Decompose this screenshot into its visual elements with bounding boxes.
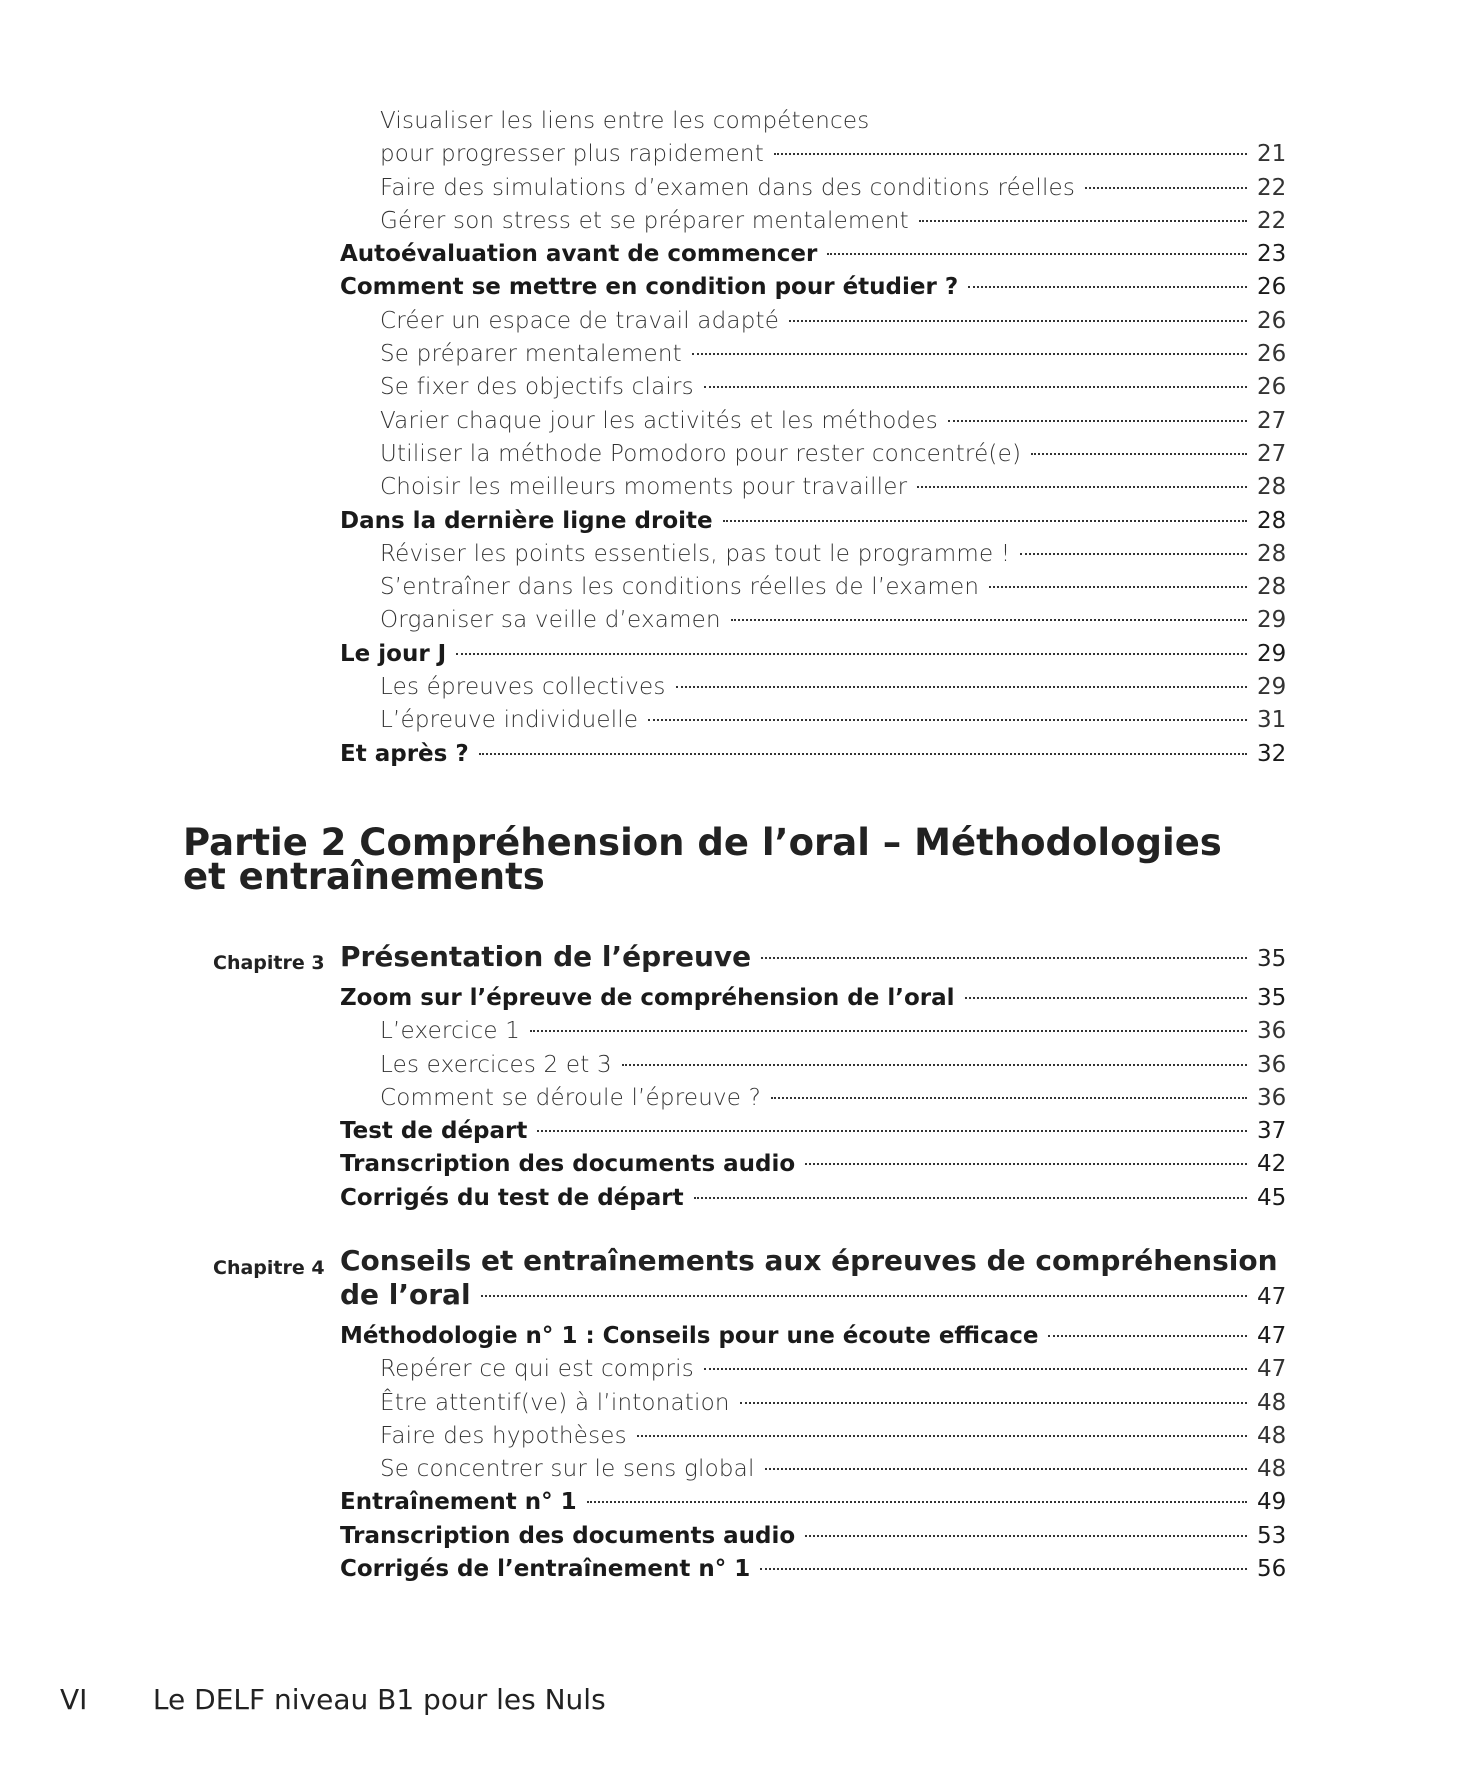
toc-entry[interactable]	[340, 474, 1285, 507]
toc-entry-label: Choisir les meilleurs moments pour travailler	[380, 474, 908, 501]
toc-entry-label: Corrigés de l’entraînement n° 1	[340, 1556, 751, 1583]
folio: VI	[60, 1683, 88, 1716]
toc-entry-label: Se préparer mentalement	[380, 341, 682, 368]
toc-entry[interactable]	[340, 108, 1285, 141]
toc-entry[interactable]	[340, 508, 1285, 541]
book-title: Le DELF niveau B1 pour les Nuls	[152, 1683, 606, 1716]
page-number: 29	[1257, 607, 1287, 634]
dot-leader	[1020, 553, 1247, 555]
page-number: 36	[1257, 1084, 1287, 1111]
toc-entry-label: Les épreuves collectives	[380, 674, 666, 701]
dot-leader	[648, 719, 1247, 721]
toc-entry[interactable]	[340, 1489, 1285, 1522]
page-number: 23	[1257, 241, 1287, 268]
chapter-title-line1: Conseils et entraînements aux épreuves de compréhension	[340, 1244, 1278, 1277]
page-number: 35	[1257, 985, 1287, 1011]
dot-leader	[723, 520, 1247, 522]
toc-top	[340, 108, 1285, 774]
dot-leader	[479, 753, 1247, 755]
toc-entry[interactable]	[340, 707, 1285, 740]
toc-entry[interactable]	[340, 607, 1285, 640]
toc-entry-label: Utiliser la méthode Pomodoro pour rester concentré(e)	[380, 440, 1022, 467]
toc-entry[interactable]	[340, 241, 1285, 274]
toc-entry-label: Réviser les points essentiels, pas tout le programme !	[380, 540, 1011, 567]
page-number: 28	[1257, 574, 1287, 601]
dot-leader	[740, 1402, 1247, 1404]
page-number: 45	[1257, 1184, 1287, 1211]
toc-entry[interactable]	[340, 541, 1285, 574]
chapter-4-entries	[340, 1323, 1285, 1589]
chapter-number: Chapitre 3	[213, 952, 325, 974]
toc-entry[interactable]	[340, 1423, 1285, 1456]
toc-entry[interactable]	[340, 441, 1285, 474]
dot-leader	[704, 386, 1247, 388]
chapter-3-entries	[340, 985, 1285, 1218]
toc-entry-label: Créer un espace de travail adapté	[380, 307, 780, 334]
page-number: 26	[1257, 341, 1287, 368]
dot-leader	[761, 957, 1247, 959]
toc-entry[interactable]	[340, 1118, 1285, 1151]
toc-entry-label: Visualiser les liens entre les compétences	[380, 108, 870, 134]
toc-entry[interactable]	[340, 1556, 1285, 1589]
dot-leader	[456, 653, 1247, 655]
dot-leader	[771, 1097, 1247, 1099]
toc-entry-label: Faire des simulations d’examen dans des conditions réelles	[380, 174, 1076, 201]
page-number: 32	[1257, 740, 1287, 767]
dot-leader	[805, 1163, 1247, 1165]
chapter-title-line[interactable]	[340, 940, 1285, 973]
toc-entry-label: Être attentif(ve) à l’intonation	[380, 1389, 730, 1416]
page-number: 56	[1257, 1556, 1287, 1583]
page-number: 53	[1257, 1522, 1287, 1549]
toc-entry[interactable]	[340, 1185, 1285, 1218]
dot-leader	[694, 1197, 1247, 1199]
dot-leader	[1048, 1335, 1247, 1337]
dot-leader	[760, 1568, 1247, 1570]
toc-entry-label: Autoévaluation avant de commencer	[340, 241, 818, 268]
dot-leader	[537, 1130, 1247, 1132]
toc-entry[interactable]	[340, 1523, 1285, 1556]
toc-entry-label: Zoom sur l’épreuve de compréhension de l’oral	[340, 985, 955, 1011]
toc-entry-label: Comment se mettre en condition pour étudier ?	[340, 274, 959, 301]
page-number: 48	[1257, 1456, 1287, 1483]
toc-entry-label: L’épreuve individuelle	[380, 707, 639, 734]
toc-entry[interactable]	[340, 175, 1285, 208]
toc-entry[interactable]	[340, 208, 1285, 241]
toc-entry[interactable]	[340, 574, 1285, 607]
toc-entry-label: Repérer ce qui est compris	[380, 1356, 694, 1383]
toc-entry-label: Se concentrer sur le sens global	[380, 1456, 755, 1483]
toc-entry[interactable]	[340, 1456, 1285, 1489]
toc-entry-label: Entraînement n° 1	[340, 1489, 577, 1516]
toc-entry-label: Test de départ	[340, 1118, 528, 1145]
page-number: 21	[1257, 141, 1287, 168]
dot-leader	[637, 1435, 1247, 1437]
toc-entry-label: Comment se déroule l’épreuve ?	[380, 1084, 762, 1111]
dot-leader	[917, 486, 1247, 488]
page-number: 28	[1257, 507, 1287, 534]
toc-entry[interactable]	[340, 741, 1285, 774]
dot-leader	[692, 353, 1247, 355]
page-number: 29	[1257, 674, 1287, 701]
page-number: 26	[1257, 307, 1287, 334]
page-number: 48	[1257, 1389, 1287, 1416]
toc-entry-label: Dans la dernière ligne droite	[340, 507, 713, 534]
toc-entry[interactable]	[340, 674, 1285, 707]
toc-entry-label: Transcription des documents audio	[340, 1151, 796, 1178]
toc-entry[interactable]	[340, 1085, 1285, 1118]
toc-entry-label: pour progresser plus rapidement	[380, 141, 764, 168]
dot-leader	[481, 1295, 1247, 1297]
toc-entry-label: Gérer son stress et se préparer mentalement	[380, 207, 909, 234]
toc-entry-label: Faire des hypothèses	[380, 1422, 627, 1449]
toc-entry-label: Corrigés du test de départ	[340, 1184, 684, 1211]
toc-entry-label: Varier chaque jour les activités et les méthodes	[380, 407, 938, 434]
page-number: 26	[1257, 374, 1287, 401]
chapter-title-line2: de l’oral	[340, 1278, 471, 1311]
toc-entry[interactable]	[340, 1018, 1285, 1051]
dot-leader	[968, 286, 1247, 288]
part-title	[183, 821, 1283, 898]
toc-entry[interactable]	[340, 1356, 1285, 1389]
page-number: 49	[1257, 1489, 1287, 1516]
page-number: 26	[1257, 274, 1287, 301]
chapter-title-line[interactable]	[340, 1278, 1285, 1311]
toc-entry-label: Et après ?	[340, 740, 469, 767]
toc-entry[interactable]	[340, 1151, 1285, 1184]
page-number: 27	[1257, 407, 1287, 434]
page-number: 35	[1257, 946, 1287, 972]
page-number: 47	[1257, 1356, 1287, 1383]
page-number: 31	[1257, 707, 1287, 734]
page-number: 47	[1257, 1323, 1287, 1349]
dot-leader	[805, 1535, 1247, 1537]
toc-entry[interactable]	[340, 308, 1285, 341]
toc-entry[interactable]	[340, 641, 1285, 674]
dot-leader	[965, 997, 1248, 999]
dot-leader	[530, 1030, 1247, 1032]
toc-entry[interactable]	[340, 374, 1285, 407]
toc-entry-label: S’entraîner dans les conditions réelles de l’examen	[380, 574, 980, 601]
dot-leader	[731, 619, 1247, 621]
chapter-title: Présentation de l’épreuve	[340, 940, 752, 973]
toc-entry[interactable]	[340, 985, 1285, 1018]
toc-entry-label: Se fixer des objectifs clairs	[380, 374, 694, 401]
dot-leader	[919, 220, 1247, 222]
page-number: 27	[1257, 440, 1287, 467]
toc-entry-label: Le jour J	[340, 640, 447, 667]
toc-entry[interactable]	[340, 274, 1285, 307]
page-number: 37	[1257, 1118, 1287, 1145]
dot-leader	[948, 420, 1247, 422]
page-number: 36	[1257, 1018, 1287, 1045]
page-number: 29	[1257, 640, 1287, 667]
dot-leader	[704, 1368, 1247, 1370]
dot-leader	[1085, 187, 1247, 189]
toc-entry-label: L’exercice 1	[380, 1018, 521, 1045]
page-number: 28	[1257, 540, 1287, 567]
dot-leader	[765, 1468, 1247, 1470]
page-number: 42	[1257, 1151, 1287, 1178]
toc-entry[interactable]	[340, 141, 1285, 174]
part-title-line2: et entraînements	[183, 855, 545, 898]
dot-leader	[587, 1501, 1247, 1503]
dot-leader	[1031, 453, 1247, 455]
dot-leader	[827, 253, 1247, 255]
dot-leader	[622, 1064, 1247, 1066]
toc-entry-label: Les exercices 2 et 3	[380, 1051, 612, 1078]
toc-entry-label: Transcription des documents audio	[340, 1522, 796, 1549]
toc-entry[interactable]	[340, 408, 1285, 441]
toc-entry[interactable]	[340, 1390, 1285, 1423]
page-number: 47	[1257, 1284, 1287, 1310]
page-footer	[60, 1683, 606, 1716]
toc-entry-label: Méthodologie n° 1 : Conseils pour une écoute efficace	[340, 1323, 1039, 1349]
chapter-number: Chapitre 4	[213, 1257, 325, 1279]
dot-leader	[989, 586, 1247, 588]
page-number: 22	[1257, 174, 1287, 201]
page-number: 28	[1257, 474, 1287, 501]
toc-entry-label: Organiser sa veille d’examen	[380, 607, 721, 634]
part-title-line1: Partie 2 Compréhension de l’oral – Méthodologies	[183, 821, 1222, 864]
page-number: 36	[1257, 1051, 1287, 1078]
dot-leader	[789, 320, 1247, 322]
toc-entry[interactable]	[340, 341, 1285, 374]
dot-leader	[774, 153, 1247, 155]
page-number: 22	[1257, 207, 1287, 234]
dot-leader	[676, 686, 1247, 688]
toc-entry[interactable]	[340, 1052, 1285, 1085]
toc-entry[interactable]	[340, 1323, 1285, 1356]
page-number: 48	[1257, 1422, 1287, 1449]
